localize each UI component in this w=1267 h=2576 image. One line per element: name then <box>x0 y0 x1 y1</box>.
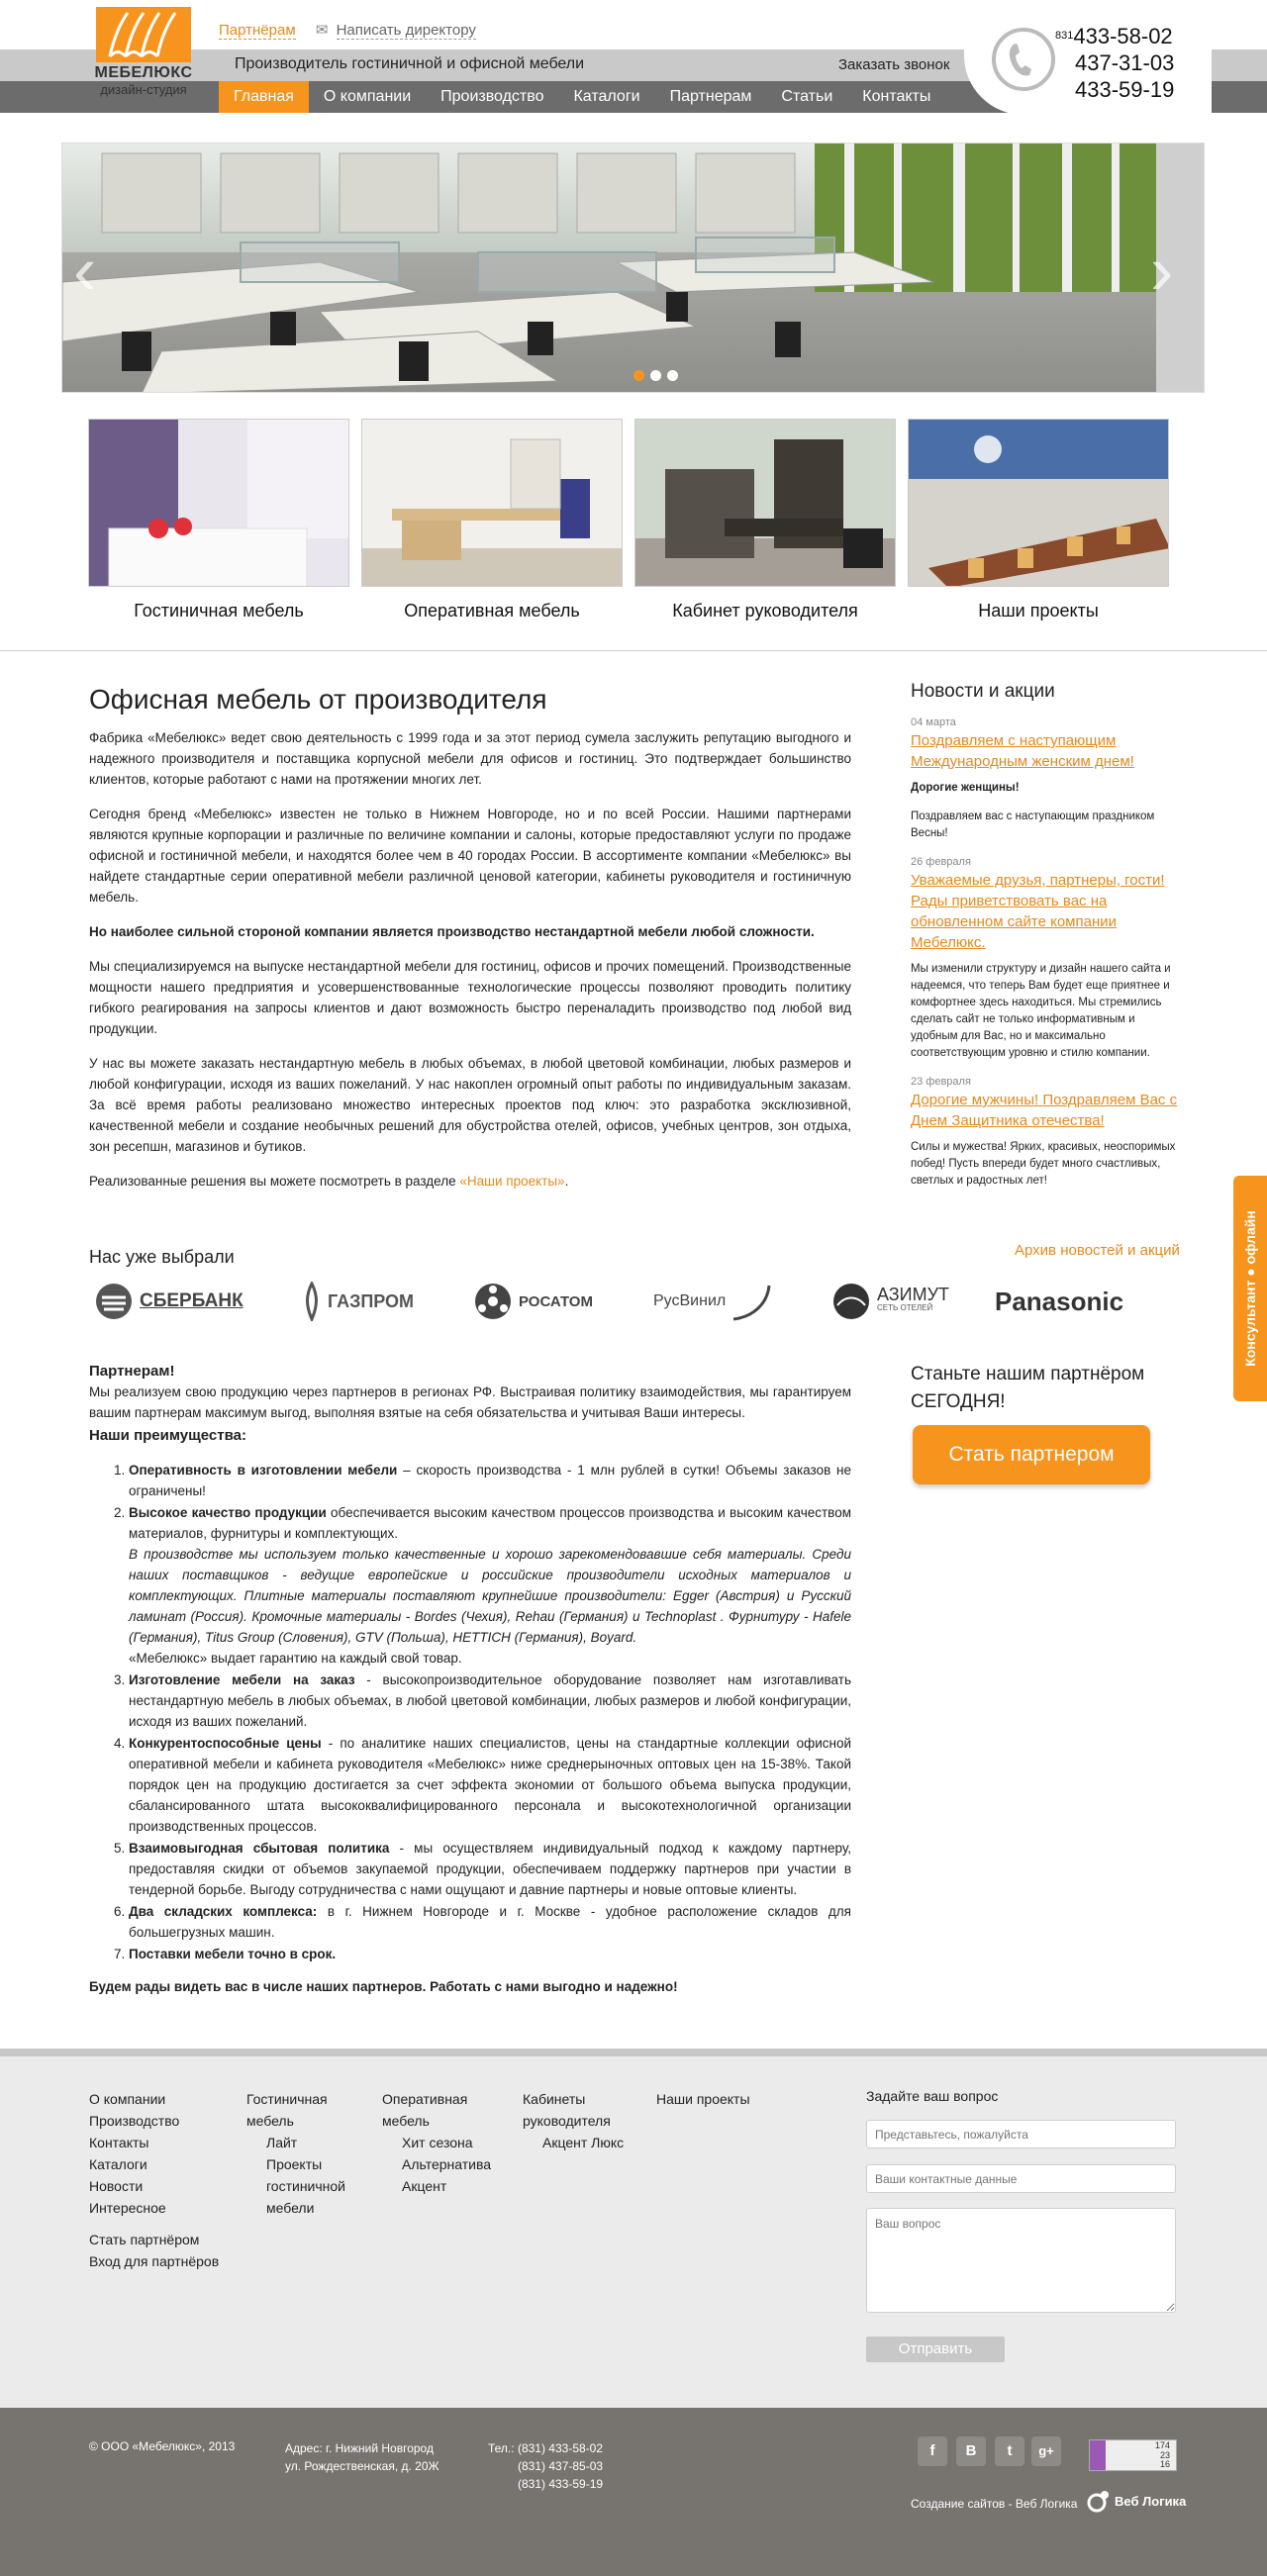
footer-link[interactable]: Интересное <box>89 2200 166 2216</box>
address-line: ул. Рождественская, д. 20Ж <box>285 2459 439 2473</box>
footer-link[interactable]: Кабинеты руководителя <box>523 2091 611 2129</box>
footer-top-line <box>0 2049 1267 2056</box>
footer-link[interactable]: Гостиничная мебель <box>246 2091 328 2129</box>
footer-link[interactable]: Стать партнёром <box>89 2232 200 2247</box>
nav-partners[interactable]: Партнерам <box>669 88 752 105</box>
client-rosatom <box>473 1277 593 1326</box>
nav-contacts[interactable]: Контакты <box>862 88 931 105</box>
news-item <box>911 716 1180 842</box>
projects-link[interactable]: «Наши проекты» <box>459 1174 565 1189</box>
category-operative-label: Оперативная мебель <box>404 601 580 620</box>
footer-link[interactable]: Вход для партнёров <box>89 2253 220 2269</box>
footer-sublink[interactable]: Альтернатива <box>402 2156 492 2172</box>
partners-title: Партнерам! <box>89 1363 175 1380</box>
page-title: Офисная мебель от производителя <box>89 684 547 715</box>
counter-value: 174 <box>1154 2440 1170 2450</box>
news-sidebar <box>911 681 1180 1203</box>
intro-paragraph-4: Мы специализируемся на выпуске нестандартной мебели для гостиниц, офисов и прочих помещений. Производственные мощности нашего предприятия и усовершенствованные технологические процессы позволяют проводить политику гибкого реагирования на запросы клиентов и дают возможность быстро переналадить производство под любой вид продукции. <box>89 959 851 1036</box>
phone-code: 831 <box>1055 30 1074 42</box>
logo-text: МЕБЕЛЮКС <box>94 64 193 81</box>
phone-icon <box>992 28 1055 91</box>
client-panasonic-name: Panasonic <box>995 1286 1124 1316</box>
advantage-bold: Поставки мебели точно в срок. <box>129 1947 337 1961</box>
logo-subtitle: дизайн-студия <box>100 82 187 97</box>
partners-top-link[interactable]: Партнёрам <box>219 22 296 39</box>
category-projects[interactable] <box>908 419 1169 621</box>
sberbank-icon <box>94 1282 134 1321</box>
advantage-item <box>129 1901 851 1943</box>
rusvinil-swoosh-icon <box>731 1282 771 1321</box>
advantage-item <box>129 1460 851 1501</box>
news-text: Мы изменили структуру и дизайн нашего сайта и надеемся, что теперь Вам будет еще приятнее и комфортнее здесь находиться. Мы стремились сделать сайт не только информативным и удобным для Вас, но и максимально соответствующим уровню и стилю компании. <box>911 963 1171 1059</box>
footer-col-executive <box>523 2088 641 2153</box>
phone-1[interactable]: 433-58-02 <box>1073 24 1173 48</box>
nav-catalogs[interactable]: Каталоги <box>573 88 640 105</box>
footer-col-operative <box>382 2088 491 2197</box>
footer-col-projects <box>656 2088 750 2110</box>
facebook-icon[interactable]: f <box>918 2436 947 2466</box>
bottom-phones <box>488 2439 603 2493</box>
intro-paragraph-2: Сегодня бренд «Мебелюкс» известен не только в Нижнем Новгороде, но и по всей России. Нашими партнерами являются крупные корпорации и различные по величине компании и салоны, которые предоставляют услуги по продаже офисной и гостиничной мебели, и находятся более чем в 40 городах России. В ассортименте компании «Мебелюкс» вы найдете стандартные серии оперативной мебели различной ценовой категории, кабинеты руководителя и гостиничную мебель. <box>89 807 851 905</box>
category-operative-photo <box>361 419 623 587</box>
slider-next-icon[interactable]: › <box>1150 232 1174 309</box>
footer-sublink[interactable]: Акцент <box>402 2178 447 2194</box>
category-hotel[interactable] <box>88 419 349 621</box>
client-azimut <box>831 1277 949 1326</box>
phone-2[interactable]: 437-31-03 <box>1075 50 1175 75</box>
news-text: Силы и мужества! Ярких, красивых, неоспоримых побед! Пусть впереди будет много счастливых, светлых и радостных лет! <box>911 1141 1176 1187</box>
projects-text: Реализованные решения вы можете посмотреть в разделе <box>89 1174 460 1189</box>
counter-value: 16 <box>1159 2459 1170 2469</box>
advantage-bold: Взаимовыгодная сбытовая политика <box>129 1841 390 1856</box>
footer-link[interactable]: О компании <box>89 2091 166 2107</box>
news-date: 04 марта <box>911 716 956 728</box>
client-gazprom-name: ГАЗПРОМ <box>328 1290 415 1311</box>
intro-paragraph-1: Фабрика «Мебелюкс» ведет свою деятельность с 1999 года и за этот период сумела заслужить репутацию выгодного и надежного производителя и поставщика корпусной мебели для офисов и гостиниц. Это подтверждает большинство клиентов, которые работают с нами на протяжении многих лет. <box>89 730 851 787</box>
advantage-item <box>129 1944 851 1964</box>
advantage-item <box>129 1502 851 1669</box>
footer-col-main <box>89 2088 219 2272</box>
cta-heading: Станьте нашим партнёром СЕГОДНЯ! <box>911 1364 1145 1412</box>
news-link[interactable]: Уважаемые друзья, партнеры, гости! Рады приветствовать вас на обновленном сайте компании Мебелюкс. <box>911 872 1165 951</box>
advantage-bold: Высокое качество продукции <box>129 1505 327 1520</box>
slider-dot[interactable] <box>634 370 644 381</box>
advantage-italic: В производстве мы используем только качественные и хорошо зарекомендовавшие себя материалы. Среди наших поставщиков - ведущие европейские и российские производители исходных материалов и комплектующих. Плитные материалы поставляют крупнейшие производители: Egger (Австрия) и Русский ламинат (Россия). Кромочные материалы - Bordes (Чехия), Rehau (Германия) и Technoplast . Фурнитуру - Hafele (Германия), Titus Group (Словения), GTV (Польша), HETTICH (Германия), Boyard. <box>129 1547 851 1645</box>
mail-icon: ✉ <box>315 22 329 39</box>
weblogic-logo[interactable] <box>1087 2489 1186 2513</box>
advantages-title: Наши преимущества: <box>89 1427 246 1444</box>
advantage-item <box>129 1838 851 1900</box>
phone-3[interactable]: 433-59-19 <box>1075 77 1175 102</box>
counter-values <box>1155 2441 1170 2470</box>
advantage-text: обеспечивается высоким качеством процессов производства и высоким качеством материалов, фурнитуры и комплектующих. <box>129 1505 851 1541</box>
phone-numbers <box>1055 23 1174 103</box>
partners-finale: Будем рады видеть вас в числе наших партнеров. Работать с нами выгодно и надежно! <box>89 1979 678 1994</box>
footer-link[interactable]: Оперативная мебель <box>382 2091 468 2129</box>
advantage-bold: Два складских комплекса: <box>129 1904 318 1919</box>
category-operative[interactable] <box>361 419 623 621</box>
advantage-text: - по аналитике наших специалистов, цены на стандартные коллекции офисной оперативной мебели и кабинета руководителя «Мебелюкс» ниже среднерыночных оптовых цен на 15-38%. Такой порядок цен на продукцию достигается за счет эффекта экономии от большого объема выпуска продукции, сбалансированного штата высококвалифицированного персонала и высокотехнологичной организации производственных процессов. <box>129 1736 851 1834</box>
google-plus-icon[interactable]: g+ <box>1031 2436 1061 2466</box>
client-panasonic <box>995 1277 1123 1326</box>
footer-sublink[interactable]: Лайт <box>266 2135 298 2150</box>
consultant-label: Консультант ● офлайн <box>1242 1210 1258 1367</box>
logo-mark-icon <box>96 7 191 62</box>
made-by[interactable]: Создание сайтов - Веб Логика <box>911 2497 1078 2511</box>
slider-dot[interactable] <box>667 370 678 381</box>
consultant-tab[interactable] <box>1233 1176 1267 1401</box>
nav-home[interactable]: Главная <box>219 81 309 113</box>
nav-articles[interactable]: Статьи <box>781 88 833 105</box>
twitter-icon[interactable]: t <box>995 2436 1024 2466</box>
footer-sublink[interactable]: Акцент Люкс <box>542 2135 625 2150</box>
tel-label: Тел.: <box>488 2441 515 2455</box>
client-azimut-sub: СЕТЬ ОТЕЛЕЙ <box>877 1303 933 1312</box>
news-date: 23 февраля <box>911 1076 971 1088</box>
partners-section <box>89 1361 851 1997</box>
client-rosatom-name: РОСАТОМ <box>519 1292 593 1310</box>
client-azimut-name: АЗИМУТ <box>877 1285 950 1304</box>
become-partner-button[interactable]: Стать партнером <box>913 1425 1150 1484</box>
news-title: Новости и акции <box>911 681 1055 702</box>
divider <box>0 650 1267 651</box>
advantage-text: - мы осуществляем индивидуальный подход к каждому партнеру, предоставляя скидки от объемов закупаемой продукции, обеспечиваем поддержку партнеров при участии в тендерной борьбе. Выгоду сотрудничества с нами ощущают и давние партнеры и новые оптовые клиенты. <box>129 1841 852 1897</box>
advantage-text: – скорость производства - 1 млн рублей в сутки! Объемы заказов не ограничены! <box>129 1463 852 1498</box>
news-text: Поздравляем вас с наступающим праздником Весны! <box>911 811 1155 839</box>
question-form-title: Задайте ваш вопрос <box>866 2088 999 2104</box>
client-rusvinil <box>653 1277 771 1326</box>
azimut-icon <box>831 1282 871 1321</box>
footer-col-hotel <box>246 2088 365 2219</box>
counter-value: 23 <box>1159 2449 1170 2460</box>
bottom-bar <box>0 2408 1267 2576</box>
advantage-bold: Изготовление мебели на заказ <box>129 1672 355 1687</box>
category-executive-label: Кабинет руководителя <box>672 601 858 620</box>
weblogic-logo-text: Веб Логика <box>1115 2493 1187 2509</box>
nav-about[interactable]: О компании <box>323 88 412 105</box>
news-link[interactable]: Дорогие мужчины! Поздравляем Вас с Днем Защитника отечества! <box>911 1092 1178 1129</box>
client-rusvinil-name: РусВинил <box>653 1292 727 1309</box>
rosatom-icon <box>473 1282 513 1321</box>
advantage-text: - высокопроизводительное оборудование позволяет нам изготавливать нестандартную мебель в любых объемах, в любой цветовой комбинации, любых размеров и любой конфигурации, исходя из ваших пожеланий. <box>129 1672 851 1729</box>
partners-text: Мы реализуем свою продукцию через партнеров в регионах РФ. Выстраивая политику взаимодействия, мы гарантируем вашим партнерам максимум выгод, выполняя взятые на себя обязательства и учитывая Ваши интересы. <box>89 1384 851 1420</box>
vkontakte-icon[interactable]: В <box>956 2436 986 2466</box>
tagline: Производитель гостиничной и офисной мебели <box>235 55 585 72</box>
client-logos <box>89 1277 1188 1332</box>
intro-paragraph-6 <box>89 1171 851 1192</box>
footer-link[interactable]: Контакты <box>89 2135 149 2150</box>
logo[interactable] <box>89 7 198 114</box>
category-executive-photo <box>634 419 896 587</box>
slider-prev-icon[interactable]: ‹ <box>73 232 97 309</box>
callback-link[interactable]: Заказать звонок <box>838 56 950 73</box>
tel-number: (831) 433-58-02 <box>517 2441 604 2455</box>
copyright: © ООО «Мебелюкс», 2013 <box>89 2439 236 2453</box>
intro-paragraph-3: Но наиболее сильной стороной компании является производство нестандартной мебели любой сложности. <box>89 924 815 939</box>
advantage-text: «Мебелюкс» выдает гарантию на каждый свой товар. <box>129 1651 462 1666</box>
footer-link[interactable]: Производство <box>89 2113 180 2129</box>
office-photo <box>62 143 1205 393</box>
client-sberbank-name: СБЕРБАНК <box>140 1290 244 1311</box>
advantage-text: в г. Нижнем Новгороде и г. Москве - удобное расположение складов для большегрузных машин. <box>129 1904 851 1940</box>
category-projects-photo <box>908 419 1169 587</box>
hero-slider[interactable] <box>61 143 1205 393</box>
category-hotel-label: Гостиничная мебель <box>134 601 304 620</box>
advantage-item <box>129 1733 851 1837</box>
tel-number: (831) 437-85-03 <box>518 2459 604 2473</box>
category-hotel-photo <box>88 419 349 587</box>
news-item <box>911 1076 1180 1190</box>
main-nav <box>219 81 945 113</box>
gazprom-icon <box>302 1282 322 1321</box>
advantage-bold: Оперативность в изготовлении мебели <box>129 1463 398 1478</box>
footer-sublink[interactable]: Проекты гостиничной мебели <box>266 2156 346 2216</box>
advantage-bold: Конкурентоспособные цены <box>129 1736 322 1751</box>
name-input[interactable] <box>866 2120 1176 2148</box>
tel-number: (831) 433-59-19 <box>518 2477 604 2491</box>
contact-input[interactable] <box>866 2164 1176 2193</box>
footer-sublink[interactable]: Хит сезона <box>402 2135 473 2150</box>
slider-dots <box>634 370 678 381</box>
news-link[interactable]: Поздравляем с наступающим Международным женским днем! <box>911 732 1134 770</box>
question-textarea[interactable] <box>866 2208 1176 2313</box>
write-director-link[interactable]: Написать директору <box>336 22 476 39</box>
counter-icon <box>1090 2440 1106 2470</box>
weblogic-icon <box>1087 2489 1111 2513</box>
news-item <box>911 856 1180 1062</box>
news-date: 26 февраля <box>911 856 971 868</box>
advantage-item <box>129 1670 851 1732</box>
top-links <box>219 21 476 39</box>
intro-paragraph-5: У нас вы можете заказать нестандартную мебель в любых объемах, в любой цветовой комбинации, любых размеров и любой конфигурации, исходя из ваших пожеланий. У нас накоплен огромный опыт работы по индивидуальным заказам. За всё время работы реализовано множество интересных проектов под ключ: это разработка эксклюзивной, качественной мебели и создание необычных решений для обустройства отелей, офисов, учебных центров, зон отдыха, зон ресепшн, магазинов и бутиков. <box>89 1056 851 1154</box>
advantages-list <box>129 1460 851 1964</box>
client-sberbank <box>94 1277 244 1326</box>
footer-link[interactable]: Новости <box>89 2178 144 2194</box>
category-executive[interactable] <box>634 419 896 621</box>
footer-link[interactable]: Каталоги <box>89 2156 147 2172</box>
nav-production[interactable]: Производство <box>440 88 544 105</box>
projects-text-end: . <box>564 1174 569 1189</box>
news-lead: Дорогие женщины! <box>911 782 1020 794</box>
footer-link[interactable]: Наши проекты <box>656 2091 750 2107</box>
client-gazprom <box>302 1277 414 1326</box>
main-content <box>89 682 851 1205</box>
address-line: Адрес: г. Нижний Новгород <box>285 2441 434 2455</box>
category-projects-label: Наши проекты <box>978 601 1099 620</box>
visit-counter[interactable] <box>1089 2439 1177 2471</box>
slider-dot[interactable] <box>650 370 661 381</box>
send-button[interactable]: Отправить <box>866 2337 1005 2362</box>
clients-title: Нас уже выбрали <box>89 1247 235 1267</box>
news-archive-link[interactable]: Архив новостей и акций <box>1015 1242 1180 1259</box>
address <box>285 2439 439 2475</box>
